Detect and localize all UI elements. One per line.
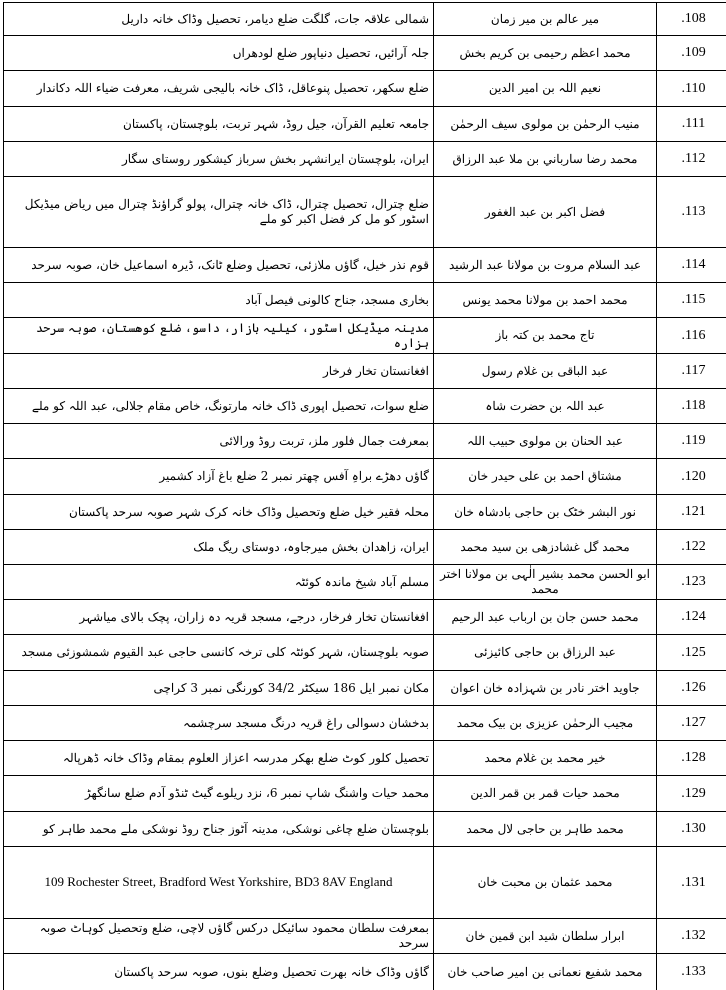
address-cell: افغانستان تخار فرخار، درجے، مسجد قریہ دہ زاران، پچک بالای میاشہر	[4, 600, 434, 635]
name-cell: جاوید اختر نادر بن شہزادہ خان اعوان	[434, 671, 657, 706]
register-row	[4, 600, 726, 635]
address-cell: ضلع سوات، تحصیل اپوری ڈاک خانہ مارتونگ، خاص مقام جلالی، عبد اللہ کو ملے	[4, 389, 434, 424]
address-cell: 109 Rochester Street, Bradford West Yorkshire, BD3 8AV England	[4, 847, 434, 919]
serial-number-cell: .121	[657, 495, 726, 530]
register-row	[4, 776, 726, 812]
address-cell: افغانستان تخار فرخار	[4, 354, 434, 389]
address-cell: محمد حیات واشنگ شاپ نمبر 6، نزد ریلوے گیٹ ٹنڈو آدم ضلع سانگھڑ	[4, 776, 434, 812]
name-cell: محمد طاہر بن حاجی لال محمد	[434, 812, 657, 847]
address-cell: ضلع سکھر، تحصیل پنوعاقل، ڈاک خانہ بالیجی شریف، معرفت ضیاء اللہ دکاندار	[4, 71, 434, 107]
serial-number-cell: .122	[657, 530, 726, 565]
name-cell: محمد عثمان بن محبت خان	[434, 847, 657, 919]
serial-number-cell: .124	[657, 600, 726, 635]
register-row	[4, 565, 726, 600]
register-row	[4, 741, 726, 776]
address-cell: بمعرفت جمال فلور ملز، تربت روڈ ورالائی	[4, 424, 434, 459]
serial-number-cell: .133	[657, 954, 726, 990]
name-cell: عبد السلام مروت بن مولانا عبد الرشید	[434, 248, 657, 283]
register-row	[4, 671, 726, 706]
name-cell: خیر محمد بن غلام محمد	[434, 741, 657, 776]
address-cell: بخاری مسجد، جناح کالونی فیصل آباد	[4, 283, 434, 318]
register-row	[4, 3, 726, 36]
register-row	[4, 954, 726, 990]
address-register-table	[3, 2, 726, 990]
name-cell: عبد الرزاق بن حاجی کائیزئی	[434, 635, 657, 671]
name-cell: مجیب الرحمٰن عزیزی بن بیک محمد	[434, 706, 657, 741]
name-cell: منیب الرحمٰن بن مولوی سیف الرحمٰن	[434, 107, 657, 142]
address-cell: مکان نمبر ایل 186 سیکٹر 34/2 کورنگی نمبر 3 کراچی	[4, 671, 434, 706]
serial-number-cell: .118	[657, 389, 726, 424]
address-cell: مسلم آباد شیخ ماندہ کوئٹہ	[4, 565, 434, 600]
serial-number-cell: .123	[657, 565, 726, 600]
name-cell: نعیم اللہ بن امیر الدین	[434, 71, 657, 107]
serial-number-cell: .117	[657, 354, 726, 389]
register-rows	[4, 3, 726, 990]
serial-number-cell: .111	[657, 107, 726, 142]
serial-number-cell: .108	[657, 3, 726, 36]
address-cell: محلہ فقیر خیل ضلع وتحصیل وڈاک خانہ کرک شہر صوبہ سرحد پاکستان	[4, 495, 434, 530]
name-cell: محمد رضا سارباني بن ملا عبد الرزاق	[434, 142, 657, 177]
serial-number-cell: .120	[657, 459, 726, 495]
address-cell: ایران، زاھدان بخش میرجاوہ، دوستای ریگ ملک	[4, 530, 434, 565]
register-row	[4, 847, 726, 919]
name-cell: نور البشر خٹک بن حاجی بادشاہ خان	[434, 495, 657, 530]
register-row	[4, 248, 726, 283]
name-cell: محمد حیات قمر بن قمر الدین	[434, 776, 657, 812]
serial-number-cell: .127	[657, 706, 726, 741]
name-cell: محمد شفیع نعمانی بن امیر صاحب خان	[434, 954, 657, 990]
serial-number-cell: .126	[657, 671, 726, 706]
serial-number-cell: .119	[657, 424, 726, 459]
name-cell: ابرار سلطان شید ابن قمین خان	[434, 919, 657, 954]
name-cell: محمد اعظم رحیمی بن کریم بخش	[434, 36, 657, 71]
register-row	[4, 107, 726, 142]
serial-number-cell: .113	[657, 177, 726, 248]
serial-number-cell: .112	[657, 142, 726, 177]
register-row	[4, 530, 726, 565]
register-row	[4, 812, 726, 847]
register-row	[4, 424, 726, 459]
register-row	[4, 495, 726, 530]
name-cell: فضل اکبر بن عبد الغفور	[434, 177, 657, 248]
serial-number-cell: .116	[657, 318, 726, 354]
serial-number-cell: .110	[657, 71, 726, 107]
register-row	[4, 459, 726, 495]
name-cell: محمد احمد بن مولانا محمد یونس	[434, 283, 657, 318]
address-cell: گاؤں وڈاک خانہ بھرت تحصیل وضلع بنوں، صوبہ سرحد پاکستان	[4, 954, 434, 990]
address-cell: صوبہ بلوچستان، شہر کوئٹہ کلی ترخہ کانسی حاجی عبد القیوم شمشوزئی مسجد	[4, 635, 434, 671]
register-row	[4, 71, 726, 107]
register-row	[4, 142, 726, 177]
serial-number-cell: .130	[657, 812, 726, 847]
name-cell: میر عالم بن میر زمان	[434, 3, 657, 36]
serial-number-cell: .114	[657, 248, 726, 283]
address-cell: جلہ آرائیں، تحصیل دنیاپور ضلع لودھراں	[4, 36, 434, 71]
address-cell: تحصیل کلور کوٹ ضلع بھکر مدرسہ اعزاز العلوم بمقام وڈاک خانہ ڈھرپالہ	[4, 741, 434, 776]
address-cell: شمالی علاقہ جات، گلگت ضلع دیامر، تحصیل وڈاک خانہ داریل	[4, 3, 434, 36]
name-cell: عبد الحنان بن مولوی حبیب اللہ	[434, 424, 657, 459]
address-cell: بلوچستان ضلع چاغی نوشکی، مدینہ آٹوز جناح روڈ نوشکی ملے محمد طاہر کو	[4, 812, 434, 847]
register-row	[4, 706, 726, 741]
name-cell: عبد اللہ بن حضرت شاہ	[434, 389, 657, 424]
serial-number-cell: .109	[657, 36, 726, 71]
register-row	[4, 318, 726, 354]
serial-number-cell: .115	[657, 283, 726, 318]
register-row	[4, 36, 726, 71]
address-cell: ایران، بلوچستان ایرانشہر بخش سرباز کیشکور روستای سگار	[4, 142, 434, 177]
register-row	[4, 354, 726, 389]
name-cell: تاج محمد بن کتہ باز	[434, 318, 657, 354]
name-cell: عبد الباقی بن غلام رسول	[434, 354, 657, 389]
address-cell: جامعہ تعلیم القرآن، جیل روڈ، شہر تربت، بلوچستان، پاکستان	[4, 107, 434, 142]
address-cell: بمعرفت سلطان محمود سائیکل درکس گاؤں لاچی، ضلع وتحصیل کوہاٹ صوبہ سرحد	[4, 919, 434, 954]
address-cell: گاؤں دھڑے براہِ آفس چھتر نمبر 2 ضلع باغ آزاد کشمیر	[4, 459, 434, 495]
name-cell: ابو الحسن محمد بشیر الٰہی بن مولانا اختر محمد	[434, 565, 657, 600]
register-row	[4, 283, 726, 318]
address-cell: بدخشان دسوالی راغ قریہ درنگ مسجد سرچشمہ	[4, 706, 434, 741]
serial-number-cell: .131	[657, 847, 726, 919]
name-cell: مشتاق احمد بن علی حیدر خان	[434, 459, 657, 495]
serial-number-cell: .125	[657, 635, 726, 671]
address-cell: قوم نذر خیل، گاؤں ملازئی، تحصیل وضلع ٹانک، ڈیرہ اسماعیل خان، صوبہ سرحد	[4, 248, 434, 283]
register-row	[4, 177, 726, 248]
serial-number-cell: .129	[657, 776, 726, 812]
register-row	[4, 635, 726, 671]
register-row	[4, 919, 726, 954]
address-cell: مدینہ میڈیکل اسٹور، کیلیہ بازار، داسو، ضلع کوھستان، صوبہ سرحد ہزارہ	[4, 318, 434, 354]
register-row	[4, 389, 726, 424]
address-cell: ضلع چترال، تحصیل چترال، ڈاک خانہ چترال، پولو گراؤنڈ چترال میں ریاض میڈیکل اسٹور کو مل کر فضل اکبر کو ملے	[4, 177, 434, 248]
name-cell: محمد گل غشادزھی بن سید محمد	[434, 530, 657, 565]
serial-number-cell: .128	[657, 741, 726, 776]
name-cell: محمد حسن جان بن ارباب عبد الرحیم	[434, 600, 657, 635]
serial-number-cell: .132	[657, 919, 726, 954]
